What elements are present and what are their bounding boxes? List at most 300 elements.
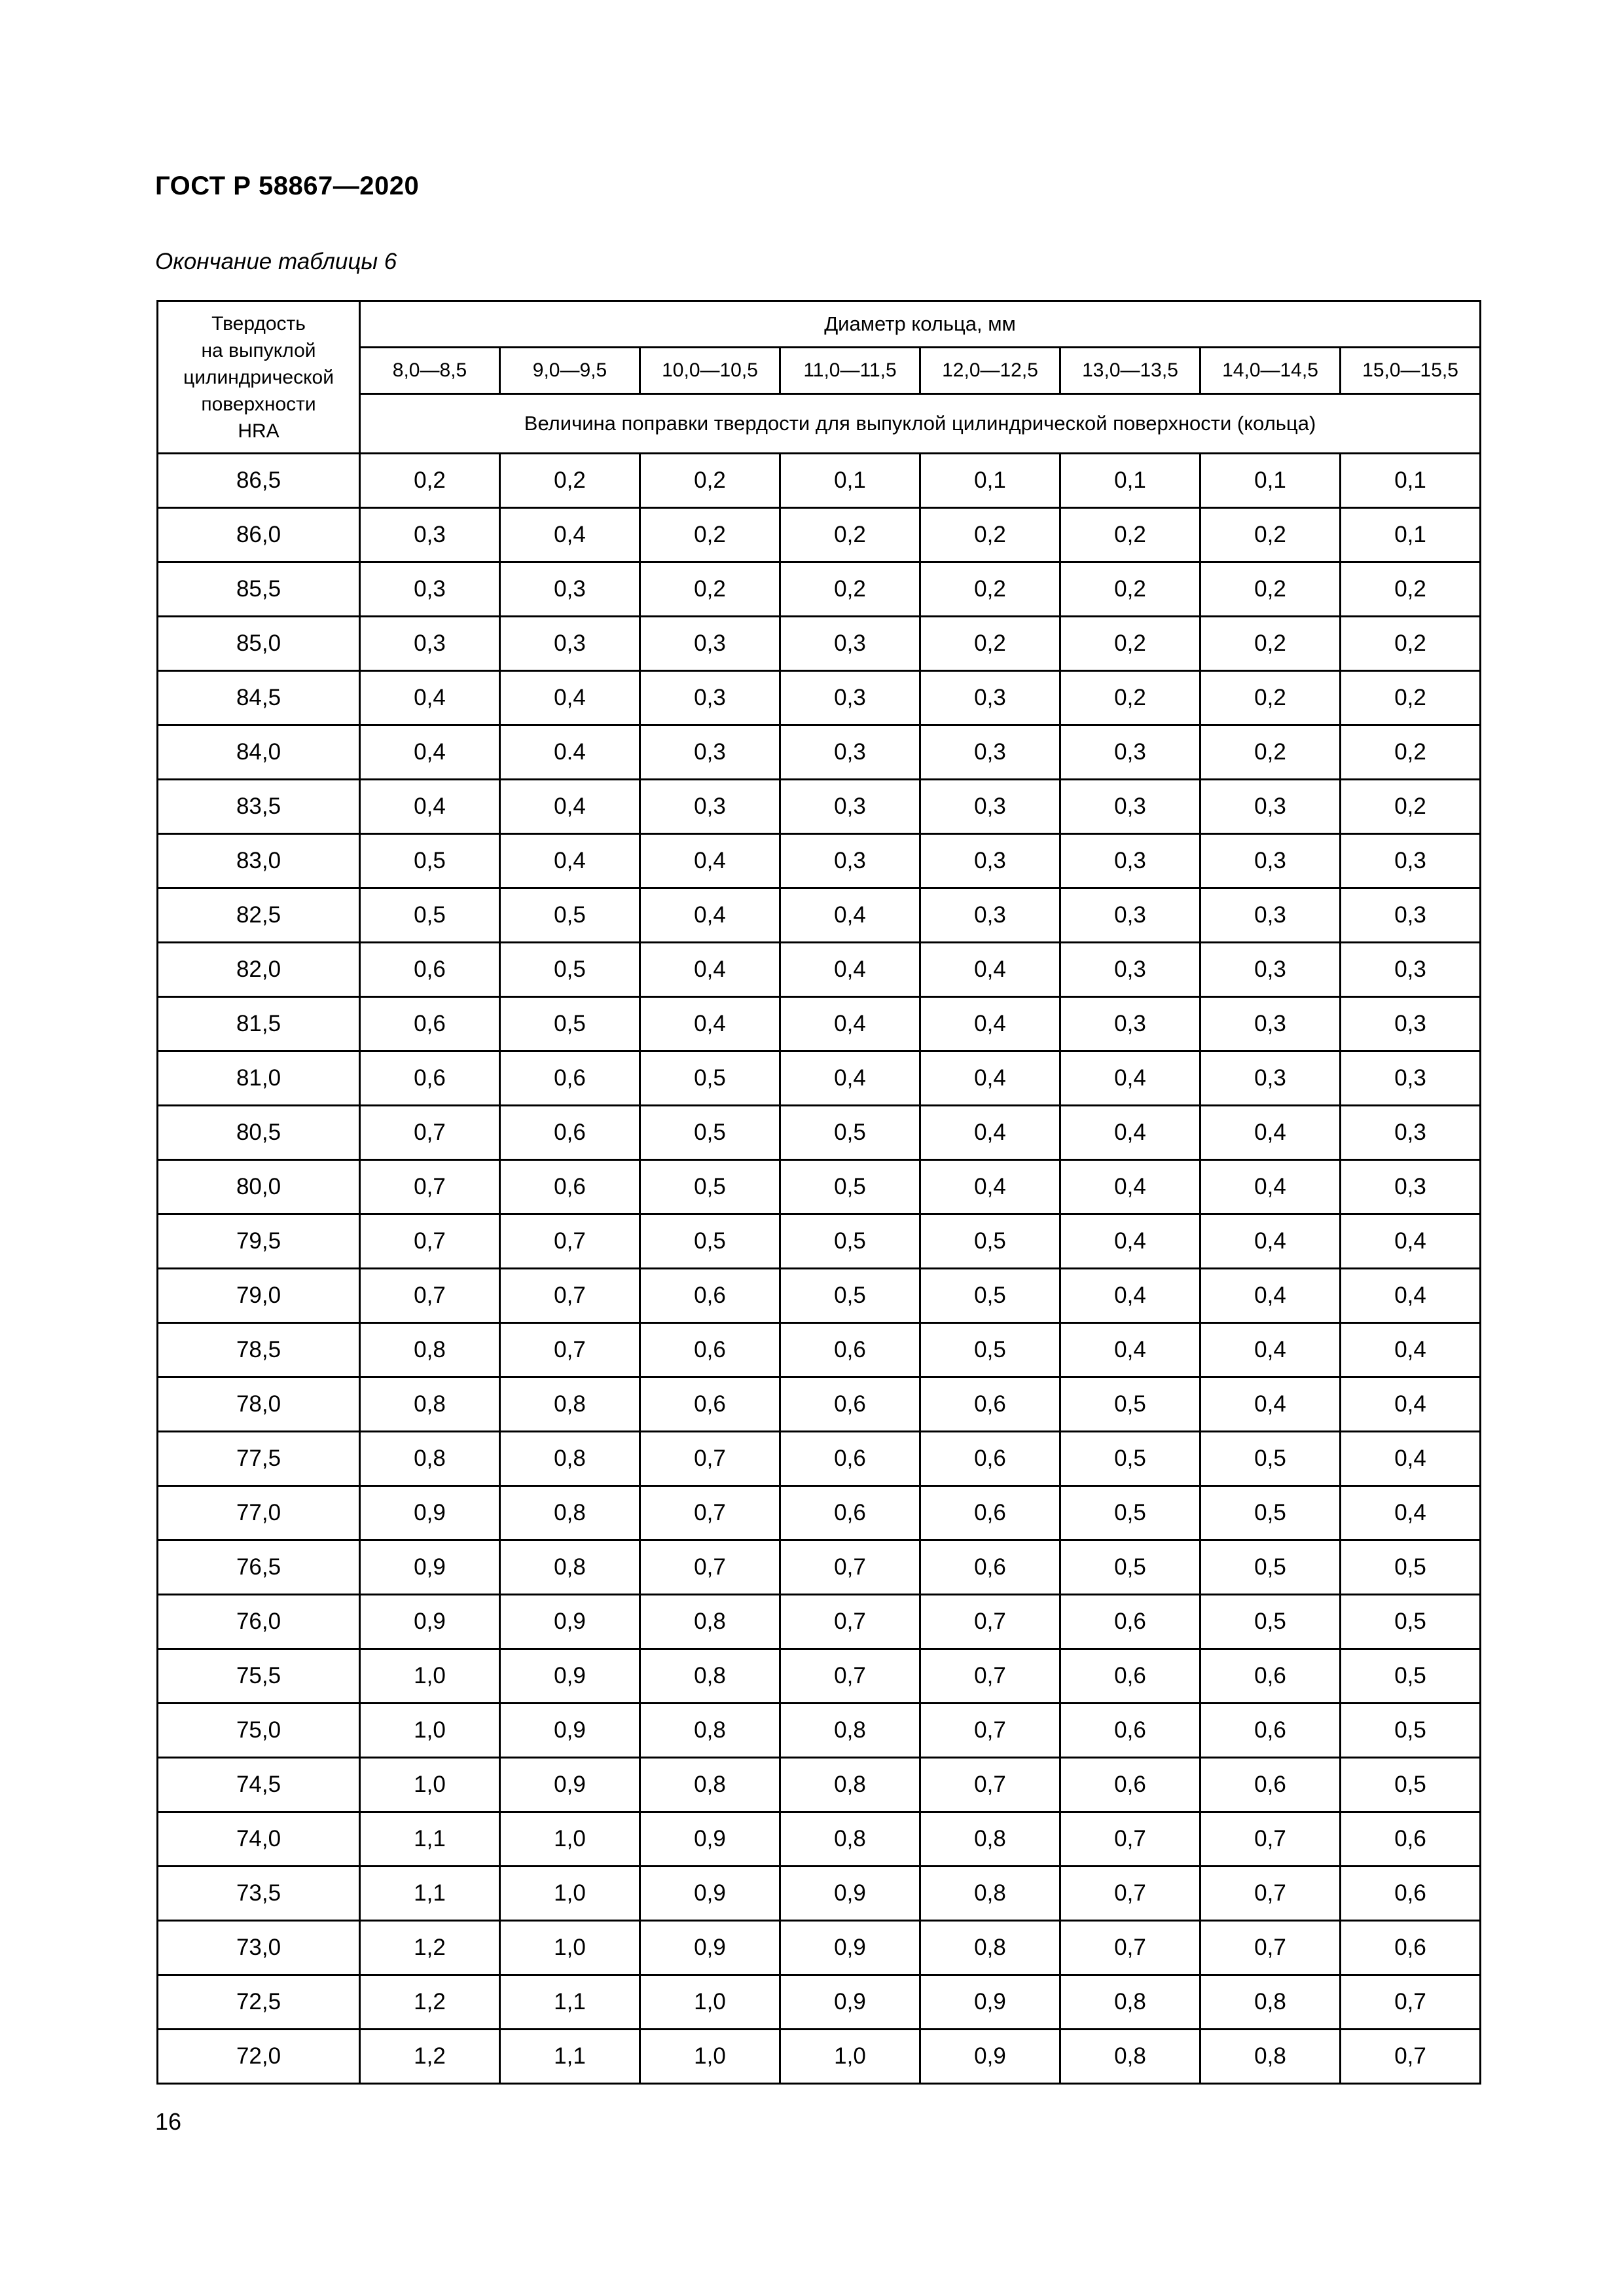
correction-value-cell: 0,4 [1060, 1106, 1200, 1160]
diameter-range: 14,0—14,5 [1200, 348, 1341, 394]
correction-value-cell: 0,4 [500, 508, 640, 562]
correction-value-cell: 0,5 [1341, 1595, 1481, 1649]
correction-value-cell: 0,8 [500, 1540, 640, 1595]
table-row [158, 1269, 1481, 1323]
correction-value-cell: 0,7 [360, 1106, 500, 1160]
correction-value-cell: 1,2 [360, 1975, 500, 2030]
correction-value-cell: 0,8 [920, 1812, 1060, 1867]
correction-value-cell: 0,4 [1200, 1323, 1341, 1377]
correction-value-cell: 0,3 [780, 780, 920, 834]
correction-value-cell: 0,1 [1341, 508, 1481, 562]
correction-value-cell: 1,0 [500, 1867, 640, 1921]
correction-value-cell: 0,5 [1060, 1486, 1200, 1540]
correction-value-cell: 1,0 [780, 2030, 920, 2084]
correction-value-cell: 1,1 [500, 1975, 640, 2030]
hardness-value-cell: 81,5 [158, 997, 360, 1051]
correction-value-cell: 0,8 [1060, 2030, 1200, 2084]
correction-value-cell: 0,5 [500, 997, 640, 1051]
hardness-value-cell: 84,5 [158, 671, 360, 725]
correction-value-cell: 0,5 [1341, 1649, 1481, 1704]
correction-value-cell: 0,3 [1060, 943, 1200, 997]
correction-value-cell: 0,4 [1200, 1160, 1341, 1214]
correction-value-cell: 0,3 [640, 617, 780, 671]
correction-value-cell: 0,4 [500, 671, 640, 725]
correction-value-cell: 0,6 [360, 997, 500, 1051]
correction-value-cell: 0,7 [920, 1595, 1060, 1649]
correction-value-cell: 0,5 [1200, 1595, 1341, 1649]
correction-value-cell: 0,2 [1060, 562, 1200, 617]
correction-value-cell: 0,4 [1341, 1486, 1481, 1540]
correction-value-cell: 0,7 [1060, 1867, 1200, 1921]
correction-value-cell: 1,0 [500, 1812, 640, 1867]
correction-value-cell: 0,4 [1060, 1214, 1200, 1269]
hardness-value-cell: 83,5 [158, 780, 360, 834]
correction-value-cell: 1,1 [500, 2030, 640, 2084]
correction-value-cell: 0,2 [780, 508, 920, 562]
correction-value-cell: 0,9 [500, 1595, 640, 1649]
correction-value-cell: 0.4 [500, 725, 640, 780]
correction-value-cell: 0,2 [1341, 671, 1481, 725]
table-row [158, 943, 1481, 997]
correction-value-cell: 0,5 [500, 943, 640, 997]
correction-value-cell: 0,8 [1200, 2030, 1341, 2084]
correction-value-cell: 0,3 [1341, 943, 1481, 997]
correction-value-cell: 0,5 [640, 1051, 780, 1106]
correction-value-cell: 0,2 [1341, 562, 1481, 617]
correction-value-cell: 0,3 [360, 508, 500, 562]
correction-value-cell: 0,8 [1060, 1975, 1200, 2030]
correction-value-cell: 0,7 [780, 1540, 920, 1595]
table-row [158, 1975, 1481, 2030]
correction-value-cell: 0,4 [780, 1051, 920, 1106]
correction-value-cell: 0,6 [780, 1432, 920, 1486]
correction-value-cell: 0,5 [360, 834, 500, 888]
correction-value-cell: 0,4 [1200, 1106, 1341, 1160]
correction-value-cell: 0,1 [780, 454, 920, 508]
correction-value-cell: 0,9 [500, 1649, 640, 1704]
correction-value-cell: 0,2 [1200, 508, 1341, 562]
correction-value-cell: 0,4 [640, 888, 780, 943]
correction-value-cell: 0,3 [1341, 888, 1481, 943]
table-caption: Окончание таблицы 6 [155, 249, 397, 274]
hardness-value-cell: 84,0 [158, 725, 360, 780]
correction-value-cell: 0,8 [920, 1921, 1060, 1975]
correction-value-cell: 0,9 [920, 1975, 1060, 2030]
hardness-value-cell: 78,0 [158, 1377, 360, 1432]
table-row [158, 1758, 1481, 1812]
correction-value-cell: 0,6 [920, 1432, 1060, 1486]
correction-value-cell: 0,4 [920, 1160, 1060, 1214]
correction-value-cell: 0,7 [780, 1595, 920, 1649]
correction-value-cell: 0,9 [640, 1867, 780, 1921]
correction-value-cell: 0,4 [640, 834, 780, 888]
hardness-correction-table [156, 300, 1481, 2085]
correction-value-cell: 0,3 [920, 671, 1060, 725]
correction-value-cell: 0,8 [780, 1758, 920, 1812]
correction-value-cell: 0,8 [1200, 1975, 1341, 2030]
table-row [158, 508, 1481, 562]
correction-value-cell: 0,5 [640, 1160, 780, 1214]
correction-value-cell: 0,9 [360, 1595, 500, 1649]
correction-value-cell: 0,8 [360, 1323, 500, 1377]
correction-value-cell: 0,9 [780, 1975, 920, 2030]
correction-value-cell: 0,5 [1341, 1540, 1481, 1595]
correction-value-cell: 0,5 [780, 1269, 920, 1323]
correction-value-cell: 0,4 [1341, 1269, 1481, 1323]
correction-value-cell: 0,2 [1060, 508, 1200, 562]
document-code: ГОСТ Р 58867—2020 [155, 172, 420, 200]
correction-value-cell: 0,3 [1060, 834, 1200, 888]
table-row [158, 2030, 1481, 2084]
hardness-value-cell: 75,5 [158, 1649, 360, 1704]
correction-value-cell: 0,6 [500, 1106, 640, 1160]
correction-value-cell: 0,2 [1200, 671, 1341, 725]
correction-value-cell: 1,0 [360, 1758, 500, 1812]
correction-value-cell: 0,7 [360, 1160, 500, 1214]
correction-value-cell: 0,6 [780, 1323, 920, 1377]
correction-value-cell: 0,3 [1200, 943, 1341, 997]
hardness-value-cell: 86,5 [158, 454, 360, 508]
hardness-value-cell: 81,0 [158, 1051, 360, 1106]
correction-value-cell: 0,6 [640, 1323, 780, 1377]
correction-value-cell: 0,2 [500, 454, 640, 508]
hardness-value-cell: 86,0 [158, 508, 360, 562]
correction-value-cell: 0,5 [640, 1106, 780, 1160]
hardness-value-cell: 75,0 [158, 1704, 360, 1758]
correction-value-cell: 0,4 [360, 671, 500, 725]
correction-value-cell: 0,6 [920, 1486, 1060, 1540]
hardness-value-cell: 82,5 [158, 888, 360, 943]
correction-value-cell: 0,7 [500, 1269, 640, 1323]
correction-value-cell: 0,6 [780, 1486, 920, 1540]
correction-value-cell: 0,8 [640, 1704, 780, 1758]
table-row [158, 454, 1481, 508]
correction-value-cell: 0,4 [360, 780, 500, 834]
diameter-range: 13,0—13,5 [1060, 348, 1200, 394]
hardness-value-cell: 85,0 [158, 617, 360, 671]
correction-value-cell: 0,4 [920, 1051, 1060, 1106]
correction-value-cell: 0,4 [1341, 1323, 1481, 1377]
correction-value-cell: 0,6 [1060, 1704, 1200, 1758]
correction-value-cell: 0,7 [920, 1758, 1060, 1812]
table-row [158, 834, 1481, 888]
correction-value-cell: 0,7 [920, 1704, 1060, 1758]
correction-value-cell: 0,7 [1341, 1975, 1481, 2030]
correction-value-cell: 0,4 [780, 888, 920, 943]
correction-value-cell: 0,2 [780, 562, 920, 617]
correction-value-cell: 0,6 [640, 1377, 780, 1432]
table-row [158, 1540, 1481, 1595]
correction-value-cell: 0,6 [920, 1377, 1060, 1432]
correction-value-cell: 0,8 [500, 1377, 640, 1432]
correction-value-cell: 0,3 [780, 617, 920, 671]
correction-value-cell: 1,2 [360, 1921, 500, 1975]
correction-value-cell: 0,2 [1200, 617, 1341, 671]
correction-value-cell: 0,5 [1200, 1486, 1341, 1540]
correction-value-cell: 0,1 [1060, 454, 1200, 508]
correction-value-cell: 0,7 [1200, 1921, 1341, 1975]
table-row [158, 1323, 1481, 1377]
correction-value-cell: 0,8 [780, 1704, 920, 1758]
hardness-value-cell: 80,0 [158, 1160, 360, 1214]
table-row [158, 997, 1481, 1051]
correction-value-cell: 0,4 [920, 1106, 1060, 1160]
correction-value-cell: 0,7 [360, 1269, 500, 1323]
correction-value-cell: 0,3 [1341, 1160, 1481, 1214]
hardness-value-cell: 77,5 [158, 1432, 360, 1486]
hardness-value-cell: 73,5 [158, 1867, 360, 1921]
correction-value-cell: 0,3 [780, 725, 920, 780]
correction-value-cell: 0,2 [920, 562, 1060, 617]
correction-value-cell: 0,4 [1200, 1269, 1341, 1323]
table-row [158, 1649, 1481, 1704]
correction-value-cell: 0,4 [640, 997, 780, 1051]
correction-value-cell: 0,4 [500, 780, 640, 834]
correction-value-cell: 0,7 [640, 1432, 780, 1486]
correction-value-cell: 0,6 [640, 1269, 780, 1323]
table-row [158, 1377, 1481, 1432]
hardness-value-cell: 82,0 [158, 943, 360, 997]
correction-value-cell: 0,3 [920, 725, 1060, 780]
correction-value-cell: 0,6 [1200, 1649, 1341, 1704]
correction-value-cell: 0,4 [920, 943, 1060, 997]
table-row [158, 1051, 1481, 1106]
correction-value-cell: 0,6 [360, 1051, 500, 1106]
correction-value-cell: 0,6 [1341, 1921, 1481, 1975]
table-row [158, 1432, 1481, 1486]
correction-value-cell: 1,2 [360, 2030, 500, 2084]
correction-value-cell: 0,3 [920, 834, 1060, 888]
correction-value-cell: 0,6 [360, 943, 500, 997]
correction-value-cell: 0,3 [1341, 997, 1481, 1051]
correction-value-cell: 0,7 [500, 1214, 640, 1269]
correction-value-cell: 0,3 [1200, 888, 1341, 943]
correction-value-cell: 0,9 [640, 1812, 780, 1867]
table-row [158, 617, 1481, 671]
correction-value-cell: 1,0 [360, 1704, 500, 1758]
hardness-value-cell: 72,0 [158, 2030, 360, 2084]
correction-value-cell: 0,5 [1060, 1377, 1200, 1432]
hardness-value-cell: 74,0 [158, 1812, 360, 1867]
hardness-value-cell: 74,5 [158, 1758, 360, 1812]
correction-value-cell: 0,4 [1341, 1432, 1481, 1486]
correction-value-cell: 0,4 [640, 943, 780, 997]
correction-value-cell: 0,6 [1200, 1758, 1341, 1812]
correction-value-cell: 0,7 [360, 1214, 500, 1269]
correction-value-cell: 0,5 [780, 1160, 920, 1214]
correction-value-cell: 0,7 [640, 1540, 780, 1595]
correction-value-cell: 0,6 [1060, 1649, 1200, 1704]
correction-value-cell: 0,7 [1200, 1867, 1341, 1921]
correction-value-cell: 0,5 [1200, 1432, 1341, 1486]
correction-value-cell: 0,7 [780, 1649, 920, 1704]
correction-value-cell: 0,6 [1341, 1867, 1481, 1921]
correction-value-cell: 0,4 [1341, 1377, 1481, 1432]
correction-value-cell: 0,8 [360, 1432, 500, 1486]
correction-value-cell: 0,3 [1060, 997, 1200, 1051]
hardness-value-cell: 79,5 [158, 1214, 360, 1269]
diameter-header: Диаметр кольца, мм [360, 301, 1481, 348]
hardness-value-cell: 78,5 [158, 1323, 360, 1377]
diameter-range: 10,0—10,5 [640, 348, 780, 394]
correction-value-cell: 0,6 [1200, 1704, 1341, 1758]
correction-value-cell: 0,8 [640, 1649, 780, 1704]
table-row [158, 725, 1481, 780]
correction-value-cell: 0,2 [640, 508, 780, 562]
correction-value-cell: 0,4 [1200, 1377, 1341, 1432]
correction-value-cell: 0,6 [1060, 1595, 1200, 1649]
correction-value-cell: 0,4 [1060, 1160, 1200, 1214]
correction-value-cell: 0,3 [920, 888, 1060, 943]
correction-value-cell: 0,2 [920, 617, 1060, 671]
correction-value-cell: 0,5 [1341, 1704, 1481, 1758]
hardness-value-cell: 77,0 [158, 1486, 360, 1540]
correction-value-cell: 0,8 [780, 1812, 920, 1867]
correction-value-cell: 0,7 [1060, 1921, 1200, 1975]
correction-value-cell: 0,3 [1060, 725, 1200, 780]
hardness-column-header: Твердость на выпуклой цилиндрической поверхности HRA [158, 301, 360, 454]
table-row [158, 1867, 1481, 1921]
correction-value-cell: 1,0 [640, 1975, 780, 2030]
table-row [158, 1214, 1481, 1269]
table-row [158, 780, 1481, 834]
correction-value-cell: 0,3 [920, 780, 1060, 834]
correction-value-cell: 0,3 [640, 725, 780, 780]
correction-value-cell: 0,5 [1060, 1432, 1200, 1486]
hardness-value-cell: 76,5 [158, 1540, 360, 1595]
hardness-value-cell: 79,0 [158, 1269, 360, 1323]
correction-value-cell: 0,8 [920, 1867, 1060, 1921]
correction-value-cell: 0,2 [640, 562, 780, 617]
correction-value-cell: 0,2 [360, 454, 500, 508]
diameter-range: 11,0—11,5 [780, 348, 920, 394]
table-row [158, 1921, 1481, 1975]
correction-value-cell: 0,9 [360, 1486, 500, 1540]
table-row [158, 1595, 1481, 1649]
correction-value-cell: 0,3 [1060, 888, 1200, 943]
correction-value-cell: 0,2 [1060, 617, 1200, 671]
correction-value-cell: 0,3 [1341, 834, 1481, 888]
correction-value-cell: 0,4 [500, 834, 640, 888]
correction-value-cell: 0,8 [640, 1758, 780, 1812]
correction-value-cell: 0,7 [500, 1323, 640, 1377]
correction-value-cell: 0,5 [640, 1214, 780, 1269]
correction-value-cell: 0,2 [920, 508, 1060, 562]
correction-value-cell: 0,7 [1060, 1812, 1200, 1867]
correction-value-cell: 0,3 [500, 617, 640, 671]
correction-value-cell: 0,3 [1060, 780, 1200, 834]
correction-value-cell: 0,1 [1341, 454, 1481, 508]
correction-value-cell: 0,4 [1060, 1051, 1200, 1106]
correction-value-cell: 0,8 [500, 1432, 640, 1486]
correction-value-cell: 0,8 [360, 1377, 500, 1432]
table-body [158, 454, 1481, 2084]
hardness-value-cell: 80,5 [158, 1106, 360, 1160]
correction-value-cell: 0,8 [640, 1595, 780, 1649]
correction-value-cell: 0,4 [1200, 1214, 1341, 1269]
correction-value-cell: 0,3 [1341, 1051, 1481, 1106]
correction-value-cell: 0,2 [1060, 671, 1200, 725]
correction-value-cell: 0,5 [360, 888, 500, 943]
correction-value-cell: 0,4 [360, 725, 500, 780]
hardness-value-cell: 72,5 [158, 1975, 360, 2030]
correction-value-cell: 1,0 [500, 1921, 640, 1975]
correction-value-cell: 0,2 [1200, 562, 1341, 617]
correction-value-cell: 0,3 [360, 562, 500, 617]
correction-value-cell: 1,0 [640, 2030, 780, 2084]
correction-value-cell: 0,2 [640, 454, 780, 508]
correction-value-cell: 0,3 [1200, 780, 1341, 834]
correction-value-cell: 0,6 [920, 1540, 1060, 1595]
correction-value-cell: 0,5 [780, 1214, 920, 1269]
correction-value-cell: 0,2 [1200, 725, 1341, 780]
correction-value-cell: 1,1 [360, 1867, 500, 1921]
correction-value-cell: 0,6 [1341, 1812, 1481, 1867]
correction-value-cell: 0,1 [1200, 454, 1341, 508]
correction-value-cell: 0,5 [500, 888, 640, 943]
correction-value-cell: 0,3 [1200, 997, 1341, 1051]
correction-value-cell: 0,9 [640, 1921, 780, 1975]
correction-value-cell: 0,6 [780, 1377, 920, 1432]
correction-value-cell: 0,4 [780, 943, 920, 997]
correction-value-cell: 0,1 [920, 454, 1060, 508]
correction-value-cell: 0,7 [1341, 2030, 1481, 2084]
hardness-value-cell: 85,5 [158, 562, 360, 617]
diameter-range: 15,0—15,5 [1341, 348, 1481, 394]
correction-header: Величина поправки твердости для выпуклой цилиндрической поверхности (кольца) [360, 394, 1481, 454]
table-row [158, 1812, 1481, 1867]
correction-value-cell: 0,8 [500, 1486, 640, 1540]
correction-value-cell: 0,9 [780, 1867, 920, 1921]
correction-value-cell: 0,4 [920, 997, 1060, 1051]
correction-value-cell: 0,9 [500, 1704, 640, 1758]
correction-value-cell: 0,3 [780, 671, 920, 725]
correction-value-cell: 0,4 [780, 997, 920, 1051]
correction-value-cell: 0,3 [500, 562, 640, 617]
correction-value-cell: 0,5 [780, 1106, 920, 1160]
correction-value-cell: 0,9 [500, 1758, 640, 1812]
correction-value-cell: 0,9 [780, 1921, 920, 1975]
table-row [158, 1106, 1481, 1160]
correction-value-cell: 0,4 [1341, 1214, 1481, 1269]
correction-value-cell: 0,5 [1200, 1540, 1341, 1595]
table-row [158, 562, 1481, 617]
correction-value-cell: 0,9 [360, 1540, 500, 1595]
correction-value-cell: 0,4 [1060, 1269, 1200, 1323]
correction-value-cell: 0,6 [500, 1051, 640, 1106]
correction-value-cell: 0,3 [1200, 834, 1341, 888]
correction-value-cell: 0,3 [1341, 1106, 1481, 1160]
correction-value-cell: 0,7 [1200, 1812, 1341, 1867]
correction-value-cell: 0,5 [1060, 1540, 1200, 1595]
correction-value-cell: 0,3 [640, 671, 780, 725]
correction-value-cell: 0,6 [500, 1160, 640, 1214]
table-row [158, 888, 1481, 943]
diameter-range: 12,0—12,5 [920, 348, 1060, 394]
hardness-value-cell: 83,0 [158, 834, 360, 888]
correction-value-cell: 0,2 [1341, 617, 1481, 671]
correction-value-cell: 0,7 [640, 1486, 780, 1540]
correction-value-cell: 1,0 [360, 1649, 500, 1704]
table-row [158, 1160, 1481, 1214]
correction-value-cell: 0,2 [1341, 780, 1481, 834]
correction-value-cell: 0,3 [780, 834, 920, 888]
correction-value-cell: 0,5 [920, 1214, 1060, 1269]
hardness-value-cell: 76,0 [158, 1595, 360, 1649]
correction-value-cell: 0,5 [920, 1323, 1060, 1377]
table-row [158, 1704, 1481, 1758]
page-number: 16 [155, 2108, 182, 2135]
